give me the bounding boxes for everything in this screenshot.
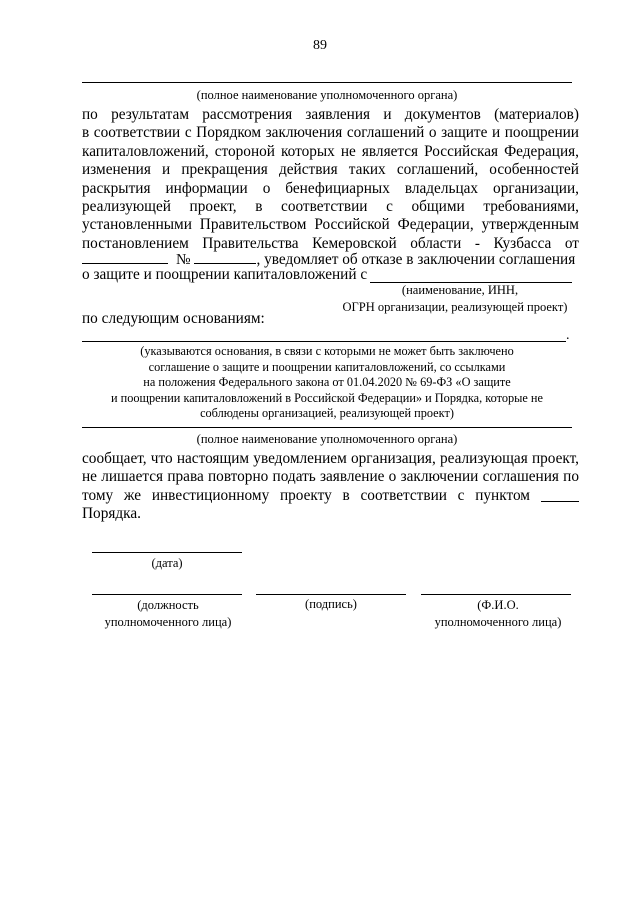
signature-caption: (подпись) [305, 597, 357, 611]
paragraph-line: реализующей проект, в соответствии с общими требованиями, [82, 198, 579, 216]
conclusion-paragraph [82, 450, 579, 524]
paragraph-line: сообщает, что настоящим уведомлением организация, реализующая проект, [82, 450, 579, 467]
grounds-caption [82, 344, 572, 422]
grounds-period: . [566, 328, 570, 343]
paragraph-line: Порядка. [82, 505, 141, 523]
paragraph-line: постановлением Правительства Кемеровской области - Кузбасса от [82, 234, 579, 252]
grounds-caption-line: соглашение о защите и поощрении капиталовложений, со ссылками [148, 359, 506, 374]
fio-line [421, 594, 571, 595]
position-caption: (должность уполномоченного лица) [104, 598, 232, 629]
date-caption: (дата) [151, 556, 183, 570]
organization-caption-1: (наименование, ИНН, [401, 283, 519, 297]
page-number: 89 [313, 38, 327, 53]
paragraph-line: не лишается права повторно подать заявление о заключении соглашения по [82, 468, 579, 486]
grounds-caption-line: соблюдены организацией, реализующей проект) [200, 406, 454, 421]
paragraph-line: в соответствии с Порядком заключения соглашений о защите и поощрении [82, 124, 579, 142]
grounds-caption-line: и поощрении капиталовложений в Российской Федерации» и Порядка, которые не [111, 390, 543, 405]
grounds-row [82, 310, 265, 328]
grounds-text: по следующим основаниям: [82, 310, 265, 327]
organ-name-caption-2: (полное наименование уполномоченного органа) [196, 432, 458, 446]
number-sign: № [176, 251, 191, 268]
paragraph-line: установленными Правительством Российской Федерации, утвержденным [82, 216, 579, 234]
paragraph-line: тому же инвестиционному проекту в соответствии с пунктом [82, 486, 530, 504]
paragraph-line: изменения и прекращения действия таких соглашений, особенностей [82, 161, 579, 179]
clause-blank [541, 501, 579, 502]
grounds-caption-line: на положения Федерального закона от 01.04.2020 № 69-ФЗ «О защите [143, 375, 511, 390]
organ-name-line-2 [82, 427, 572, 428]
date-blank [82, 248, 168, 264]
paragraph-line: раскрытия информации о бенефициарных владельцах организации, [82, 179, 579, 197]
grounds-caption-line: (указываются основания, в связи с которыми не может быть заключено [140, 344, 514, 358]
paragraph-line: по результатам рассмотрения заявления и документов (материалов) [82, 106, 579, 123]
fio-caption: (Ф.И.О. уполномоченного лица) [434, 598, 562, 629]
date-signature-line [92, 552, 242, 553]
organization-caption-2: ОГРН организации, реализующей проект) [342, 300, 568, 314]
organ-name-line [82, 82, 572, 83]
decision-paragraph [82, 106, 579, 253]
number-blank [194, 248, 256, 264]
grounds-blank [82, 341, 566, 342]
signature-line [256, 594, 406, 595]
protection-row [82, 266, 367, 284]
position-line [92, 594, 242, 595]
organ-name-caption: (полное наименование уполномоченного органа) [196, 88, 458, 102]
notify-text: , уведомляет об отказе в заключении соглашения [256, 251, 576, 268]
protection-text: о защите и поощрении капиталовложений с [82, 266, 368, 283]
paragraph-line: капиталовложений, стороной которых не является Российская Федерация, [82, 142, 579, 160]
